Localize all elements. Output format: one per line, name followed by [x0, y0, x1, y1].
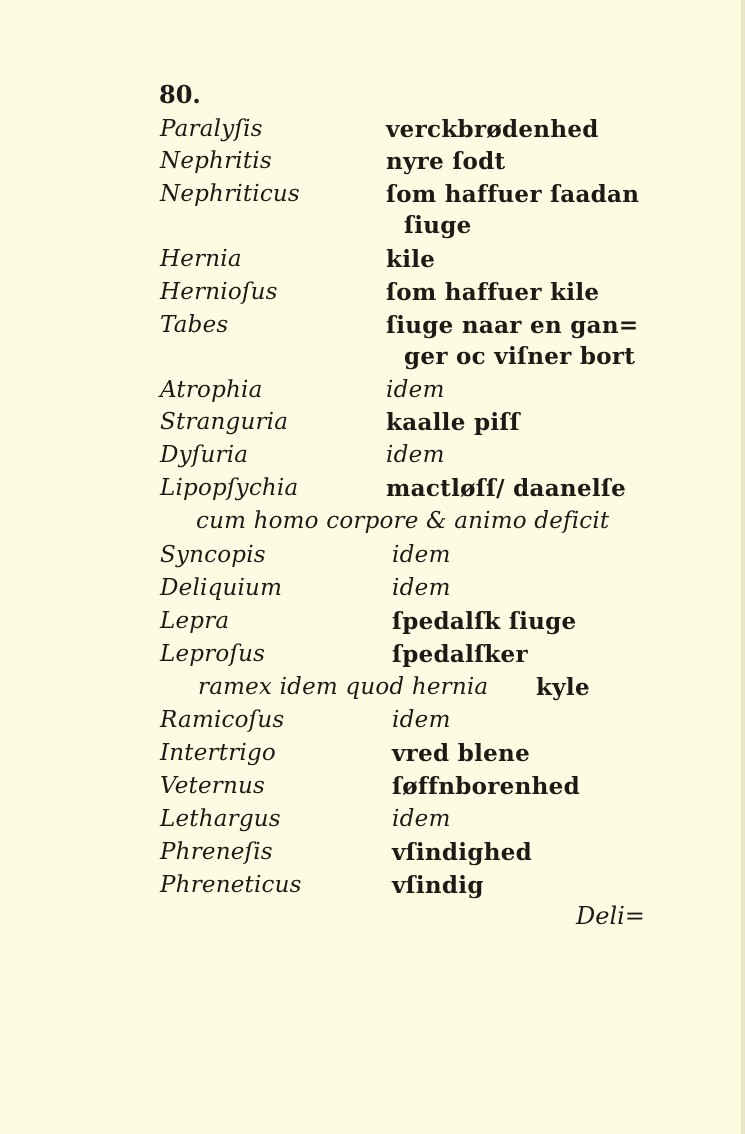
- latin-term: Lethargus: [160, 806, 281, 832]
- danish-gloss: ſom haffuer ſaadan: [386, 181, 640, 208]
- danish-gloss: kyle: [536, 674, 590, 701]
- danish-gloss: ſom haffuer kile: [386, 279, 600, 306]
- danish-gloss: ſøffnborenhed: [392, 773, 580, 800]
- latin-term: Veternus: [160, 773, 265, 799]
- latin-term: Nephriticus: [160, 181, 300, 207]
- latin-term: Hernia: [160, 246, 242, 272]
- latin-term: Intertrigo: [160, 740, 276, 766]
- latin-term: Nephritis: [160, 148, 272, 174]
- latin-note: ramex idem quod hernia: [198, 674, 489, 700]
- danish-gloss-continuation: ger oc viſner bort: [404, 343, 636, 370]
- danish-gloss: verckbrødenhed: [386, 116, 599, 143]
- danish-gloss-continuation: ſiuge: [404, 212, 472, 239]
- danish-gloss: idem: [392, 806, 451, 832]
- latin-term: Ramicoſus: [160, 707, 285, 733]
- latin-term: Phreneticus: [160, 872, 302, 898]
- page-number: 80.: [159, 80, 201, 109]
- latin-term: Stranguria: [160, 409, 289, 435]
- latin-note: cum homo corpore & animo deficit: [196, 508, 610, 534]
- latin-term: Atrophia: [160, 377, 263, 403]
- danish-gloss: idem: [392, 542, 451, 568]
- danish-gloss: vſindighed: [392, 839, 533, 866]
- danish-gloss: idem: [386, 442, 445, 468]
- latin-term: Leproſus: [160, 641, 266, 667]
- danish-gloss: vred blene: [392, 740, 531, 767]
- latin-term: Syncopis: [160, 542, 266, 568]
- latin-term: Tabes: [160, 312, 229, 338]
- latin-term: Hernioſus: [160, 279, 278, 305]
- catchword: Deli=: [576, 902, 645, 930]
- danish-gloss: nyre ſodt: [386, 148, 506, 175]
- danish-gloss: idem: [386, 377, 445, 403]
- danish-gloss: mactløſſ/ daanelſe: [386, 475, 627, 502]
- latin-term: Deliquium: [160, 575, 283, 601]
- latin-term: Dyſuria: [160, 442, 249, 468]
- danish-gloss: kaalle piſſ: [386, 409, 520, 436]
- danish-gloss: vſindig: [392, 872, 484, 899]
- danish-gloss: ſiuge naar en gan=: [386, 312, 639, 339]
- danish-gloss: idem: [392, 575, 451, 601]
- latin-term: Paralyſis: [160, 116, 263, 142]
- danish-gloss: ſpedalſker: [392, 641, 528, 668]
- latin-term: Lepra: [160, 608, 230, 634]
- danish-gloss: idem: [392, 707, 451, 733]
- page-edge: [741, 0, 745, 1134]
- latin-term: Lipopſychia: [160, 475, 299, 501]
- latin-term: Phreneſis: [160, 839, 273, 865]
- danish-gloss: kile: [386, 246, 436, 273]
- danish-gloss: ſpedalſk ſiuge: [392, 608, 577, 635]
